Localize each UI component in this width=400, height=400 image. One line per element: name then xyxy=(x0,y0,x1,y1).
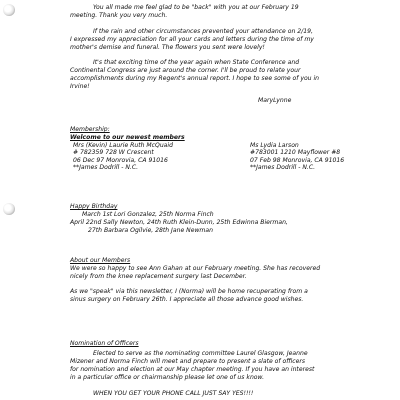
member-sponsor: **James Dodrill - N.C. xyxy=(250,164,316,172)
member-sponsor: **James Dodrill - N.C. xyxy=(73,164,139,172)
about-members-heading: About our Members xyxy=(70,257,131,264)
membership-subheading: Welcome to our newest members xyxy=(70,134,185,141)
intro-line: accomplishments during my Regent's annual report. I hope to see some of you in xyxy=(70,75,320,82)
about-members-line: sinus surgery on February 26th. I appreciate all those advance good wishes. xyxy=(70,296,304,303)
intro-line: mother's demise and funeral. The flowers you sent were lovely! xyxy=(70,44,265,51)
birthday-heading: Happy Birthday xyxy=(70,203,118,210)
intro-line: It's that exciting time of the year again when State Conference and xyxy=(93,59,300,66)
officers-line: in a particular office or chairmanship please let one of us know. xyxy=(70,374,265,381)
intro-line: I expressed my appreciation for all your cards and letters during the time of my xyxy=(70,36,314,43)
intro-line: You all made me feel glad to be "back" with you at our February 19 xyxy=(93,4,299,11)
member-card xyxy=(250,142,344,172)
intro-line: Irvine! xyxy=(70,83,90,90)
officers-line: Mizener and Norma Finch will meet and prepare to present a slate of officers xyxy=(70,358,306,365)
member-card xyxy=(73,142,173,172)
member-date-city: 07 Feb 98 Monrovia, CA 91016 xyxy=(250,156,345,164)
member-date-city: 06 Dec 97 Monrovia, CA 91016 xyxy=(73,156,168,164)
officers-line: for nomination and election at our May chapter meeting. If you have an interest xyxy=(70,366,315,373)
birthday-line: 27th Barbara Ogilvie, 28th Jane Newman xyxy=(88,227,213,234)
about-members-line: We were so happy to see Ann Gahan at our February meeting. She has recovered xyxy=(70,265,321,272)
intro-line: meeting. Thank you very much. xyxy=(70,12,168,19)
officers-line: Elected to serve as the nominating committee Laurel Glasgow, Jeanne xyxy=(93,350,308,357)
hole-punch-middle xyxy=(3,203,15,215)
hole-punch-top xyxy=(3,4,15,16)
birthday-line: March 1st Lori Gonzalez, 25th Norma Finch xyxy=(82,211,214,218)
member-name: Mrs (Kevin) Laurie Ruth McQuaid xyxy=(73,142,173,149)
about-members-line: nicely from the knee replacement surgery last December. xyxy=(70,273,247,280)
officers-line: WHEN YOU GET YOUR PHONE CALL JUST SAY YES!!!! xyxy=(93,390,254,397)
member-name: Ms Lydia Larson xyxy=(250,142,299,149)
officers-heading: Nomination of Officers xyxy=(70,340,139,347)
member-id-address: # 782359 728 W Crescent xyxy=(73,149,154,157)
intro-line: Continental Congress are just around the corner. I'll be proud to relate your xyxy=(70,67,301,74)
about-members-line: As we "speak" via this newsletter, I (Norma) will be home recuperating from a xyxy=(70,288,308,295)
intro-line: If the rain and other circumstances prevented your attendance on 2/19, xyxy=(93,28,313,35)
birthday-line: April 22nd Sally Newton, 24th Ruth Klein-Dunn, 25th Edwinna Bierman, xyxy=(70,219,288,226)
signature: MaryLynne xyxy=(258,97,292,104)
membership-heading: Membership: xyxy=(70,126,110,133)
member-id-address: #783001 1210 Mayflower #8 xyxy=(250,149,341,157)
